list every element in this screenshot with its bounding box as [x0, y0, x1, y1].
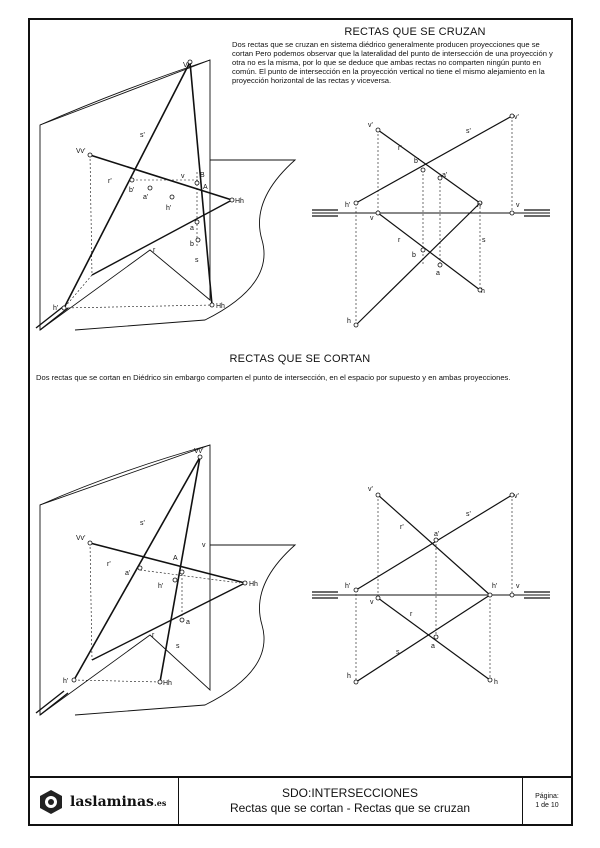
lbl-s-3d2: s [176, 643, 180, 650]
lbl-h1b-3d2: h' [158, 583, 164, 590]
lbl-Vv-s2: Vv' [194, 448, 204, 455]
diagram1-3d [36, 60, 295, 330]
lbl-Hh-s1: Hh [216, 303, 225, 310]
lbl-v1b-d2: v' [514, 493, 519, 500]
section1-text: Dos rectas que se cruzan en sistema diédrico generalmente producen proyecciones que se cortan Pero podemos observar que la lateralidad del punto de intersección de una proyección y otra no es la misma, por lo que se deduce que ambas rectas no comparten ningún punto en común. El punto de intersección en la proyección vertical no tiene el mismo alejamiento en la proyección horizontal de las rectas y viceversa. [232, 40, 553, 85]
lbl-hb-d2: h [347, 673, 351, 680]
lbl-h-d2: h [494, 679, 498, 686]
diagram1-diedrico [312, 116, 550, 325]
lbl-h1-d1: h' [345, 202, 351, 209]
lbl-Vv-r1: Vv' [76, 148, 86, 155]
lbl-s-3d1: s [195, 257, 199, 264]
lbl-a-d2: a [431, 643, 435, 650]
lbl-v-d2b: v [516, 583, 520, 590]
footer-title [178, 778, 523, 826]
footer-logo [28, 778, 179, 826]
lbl-Hh-r1: Hh [235, 198, 244, 205]
lbl-r-d1: r [398, 237, 401, 244]
lbl-a-3d2: a [186, 619, 190, 626]
logo-icon [38, 789, 64, 815]
page-label: Página: [535, 793, 559, 800]
lbl-Hh-r2: Hh [249, 581, 258, 588]
page-value: 1 de 10 [535, 802, 559, 809]
lbl-s1-3d2: s' [140, 520, 145, 527]
lbl-v-3d2: v [202, 542, 206, 549]
lbl-Hh-s2: Hh [163, 680, 172, 687]
footer [28, 776, 573, 826]
lbl-A-3d2: A [173, 555, 178, 562]
lbl-Vv-s1: Vv' [183, 62, 193, 69]
lbl-h1-d2: h' [345, 583, 351, 590]
footer-page [523, 778, 571, 826]
lbl-s-d2: s [396, 649, 400, 656]
lbl-A-3d1: A [203, 184, 208, 191]
lbl-hb-d1: h [347, 318, 351, 325]
lbl-a-d1: a [436, 270, 440, 277]
lbl-s1-d1: s' [466, 128, 471, 135]
lbl-r1-d1: r' [398, 145, 402, 152]
lbl-b-d1: b [412, 252, 416, 259]
lbl-B-3d1: B [200, 172, 205, 179]
lbl-s1-3d1: s' [140, 132, 145, 139]
lbl-h1b-d2: h' [492, 583, 498, 590]
lbl-v-3d1: v [181, 173, 185, 180]
diagram2-3d [36, 445, 295, 715]
lbl-r1-3d1: r' [108, 178, 112, 185]
lbl-r-3d2: r [152, 632, 155, 639]
lbl-a1-d1: a' [442, 172, 448, 179]
footer-title-line2: Rectas que se cortan - Rectas que se cruzan [229, 801, 471, 815]
lbl-a1-3d2: a' [125, 570, 131, 577]
lbl-v1-d1: v' [368, 122, 373, 129]
lbl-r-3d1: r [153, 247, 156, 254]
footer-title-line1: SDO:INTERSECCIONES [281, 786, 419, 800]
section2-title: RECTAS QUE SE CORTAN [229, 353, 371, 365]
lbl-h1b-d1: h' [477, 202, 483, 209]
lbl-h-d1: h [481, 288, 485, 295]
lbl-a-3d1: a [190, 225, 194, 232]
section1-title: RECTAS QUE SE CRUZAN [344, 26, 486, 38]
lbl-r1-3d2: r' [107, 561, 111, 568]
lbl-v-d1b: v [516, 202, 520, 209]
lbl-h1b-3d1: h' [166, 205, 172, 212]
lbl-b-3d1: b [190, 241, 194, 248]
lbl-b1-d1: b' [414, 158, 420, 165]
lbl-a1-3d1: a' [143, 194, 149, 201]
lbl-a1-d2: a' [434, 531, 440, 538]
lbl-Vv-r2: Vv' [76, 535, 86, 542]
lbl-r1-d2: r' [400, 524, 404, 531]
section2-text: Dos rectas que se cortan en Diédrico sin embargo comparten el punto de intersección, en el espacio por supuesto y en ambas proyecciones. [36, 373, 511, 382]
lbl-b1-3d1: b' [129, 187, 135, 194]
lbl-v1b-d1: v' [514, 114, 519, 121]
logo-text: laslaminas.es [70, 794, 167, 810]
lbl-s1-d2: s' [466, 511, 471, 518]
lbl-s-d1: s [482, 237, 486, 244]
lbl-v1-d2: v' [368, 486, 373, 493]
lbl-v-d1: v [370, 215, 374, 222]
lbl-h1-3d1: h' [53, 305, 59, 312]
lbl-h1-3d2: h' [63, 678, 69, 685]
lbl-v-d2: v [370, 599, 374, 606]
lbl-r-d2: r [410, 611, 413, 618]
